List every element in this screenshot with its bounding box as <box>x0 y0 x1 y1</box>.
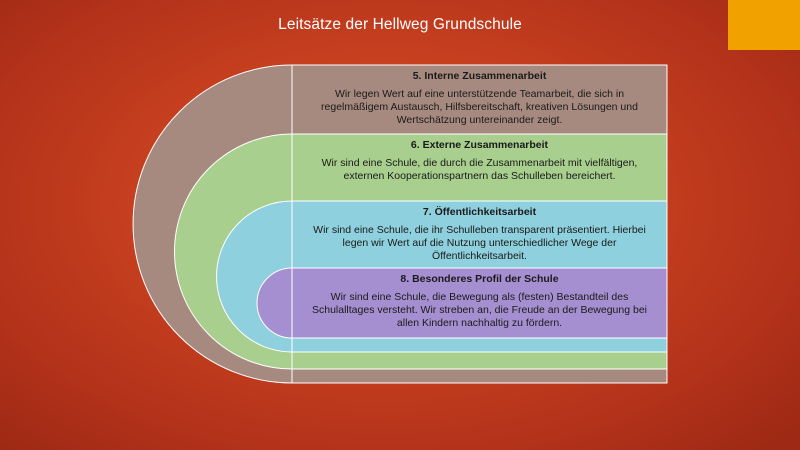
item-text: Wir sind eine Schule, die Bewegung als (festen) Bestandteil des Schulalltages versteht. Wir streben an, die Freude an der Bewegung bei allen Kindern nachhaltig zu fördern. <box>311 291 648 329</box>
item-besonderes-profil <box>292 273 667 330</box>
item-oeffentlichkeitsarbeit <box>292 206 667 263</box>
item-heading: 5. Interne Zusammenarbeit <box>412 70 547 82</box>
item-heading: 6. Externe Zusammenarbeit <box>410 139 549 151</box>
item-text: Wir sind eine Schule, die durch die Zusammenarbeit mit vielfältigen, externen Kooperationspartnern das Schulleben bereichert. <box>321 157 638 182</box>
item-text: Wir legen Wert auf eine unterstützende Teamarbeit, die sich in regelmäßigem Austausch, Hilfsbereitschaft, kreativen Lösungen und Wertschätzung untereinander zeigt. <box>321 88 638 126</box>
item-externe-zusammenarbeit <box>292 139 667 183</box>
slide-title: Leitsätze der Hellweg Grundschule <box>278 16 522 33</box>
item-heading: 7. Öffentlichkeitsarbeit <box>422 206 537 218</box>
item-heading: 8. Besonderes Profil der Schule <box>400 273 559 285</box>
item-interne-zusammenarbeit <box>292 70 667 127</box>
item-text: Wir sind eine Schule, die ihr Schulleben transparent präsentiert. Hierbei legen wir Wert auf die Nutzung unterschiedlicher Wege der Öffentlichkeitsarbeit. <box>313 224 646 262</box>
